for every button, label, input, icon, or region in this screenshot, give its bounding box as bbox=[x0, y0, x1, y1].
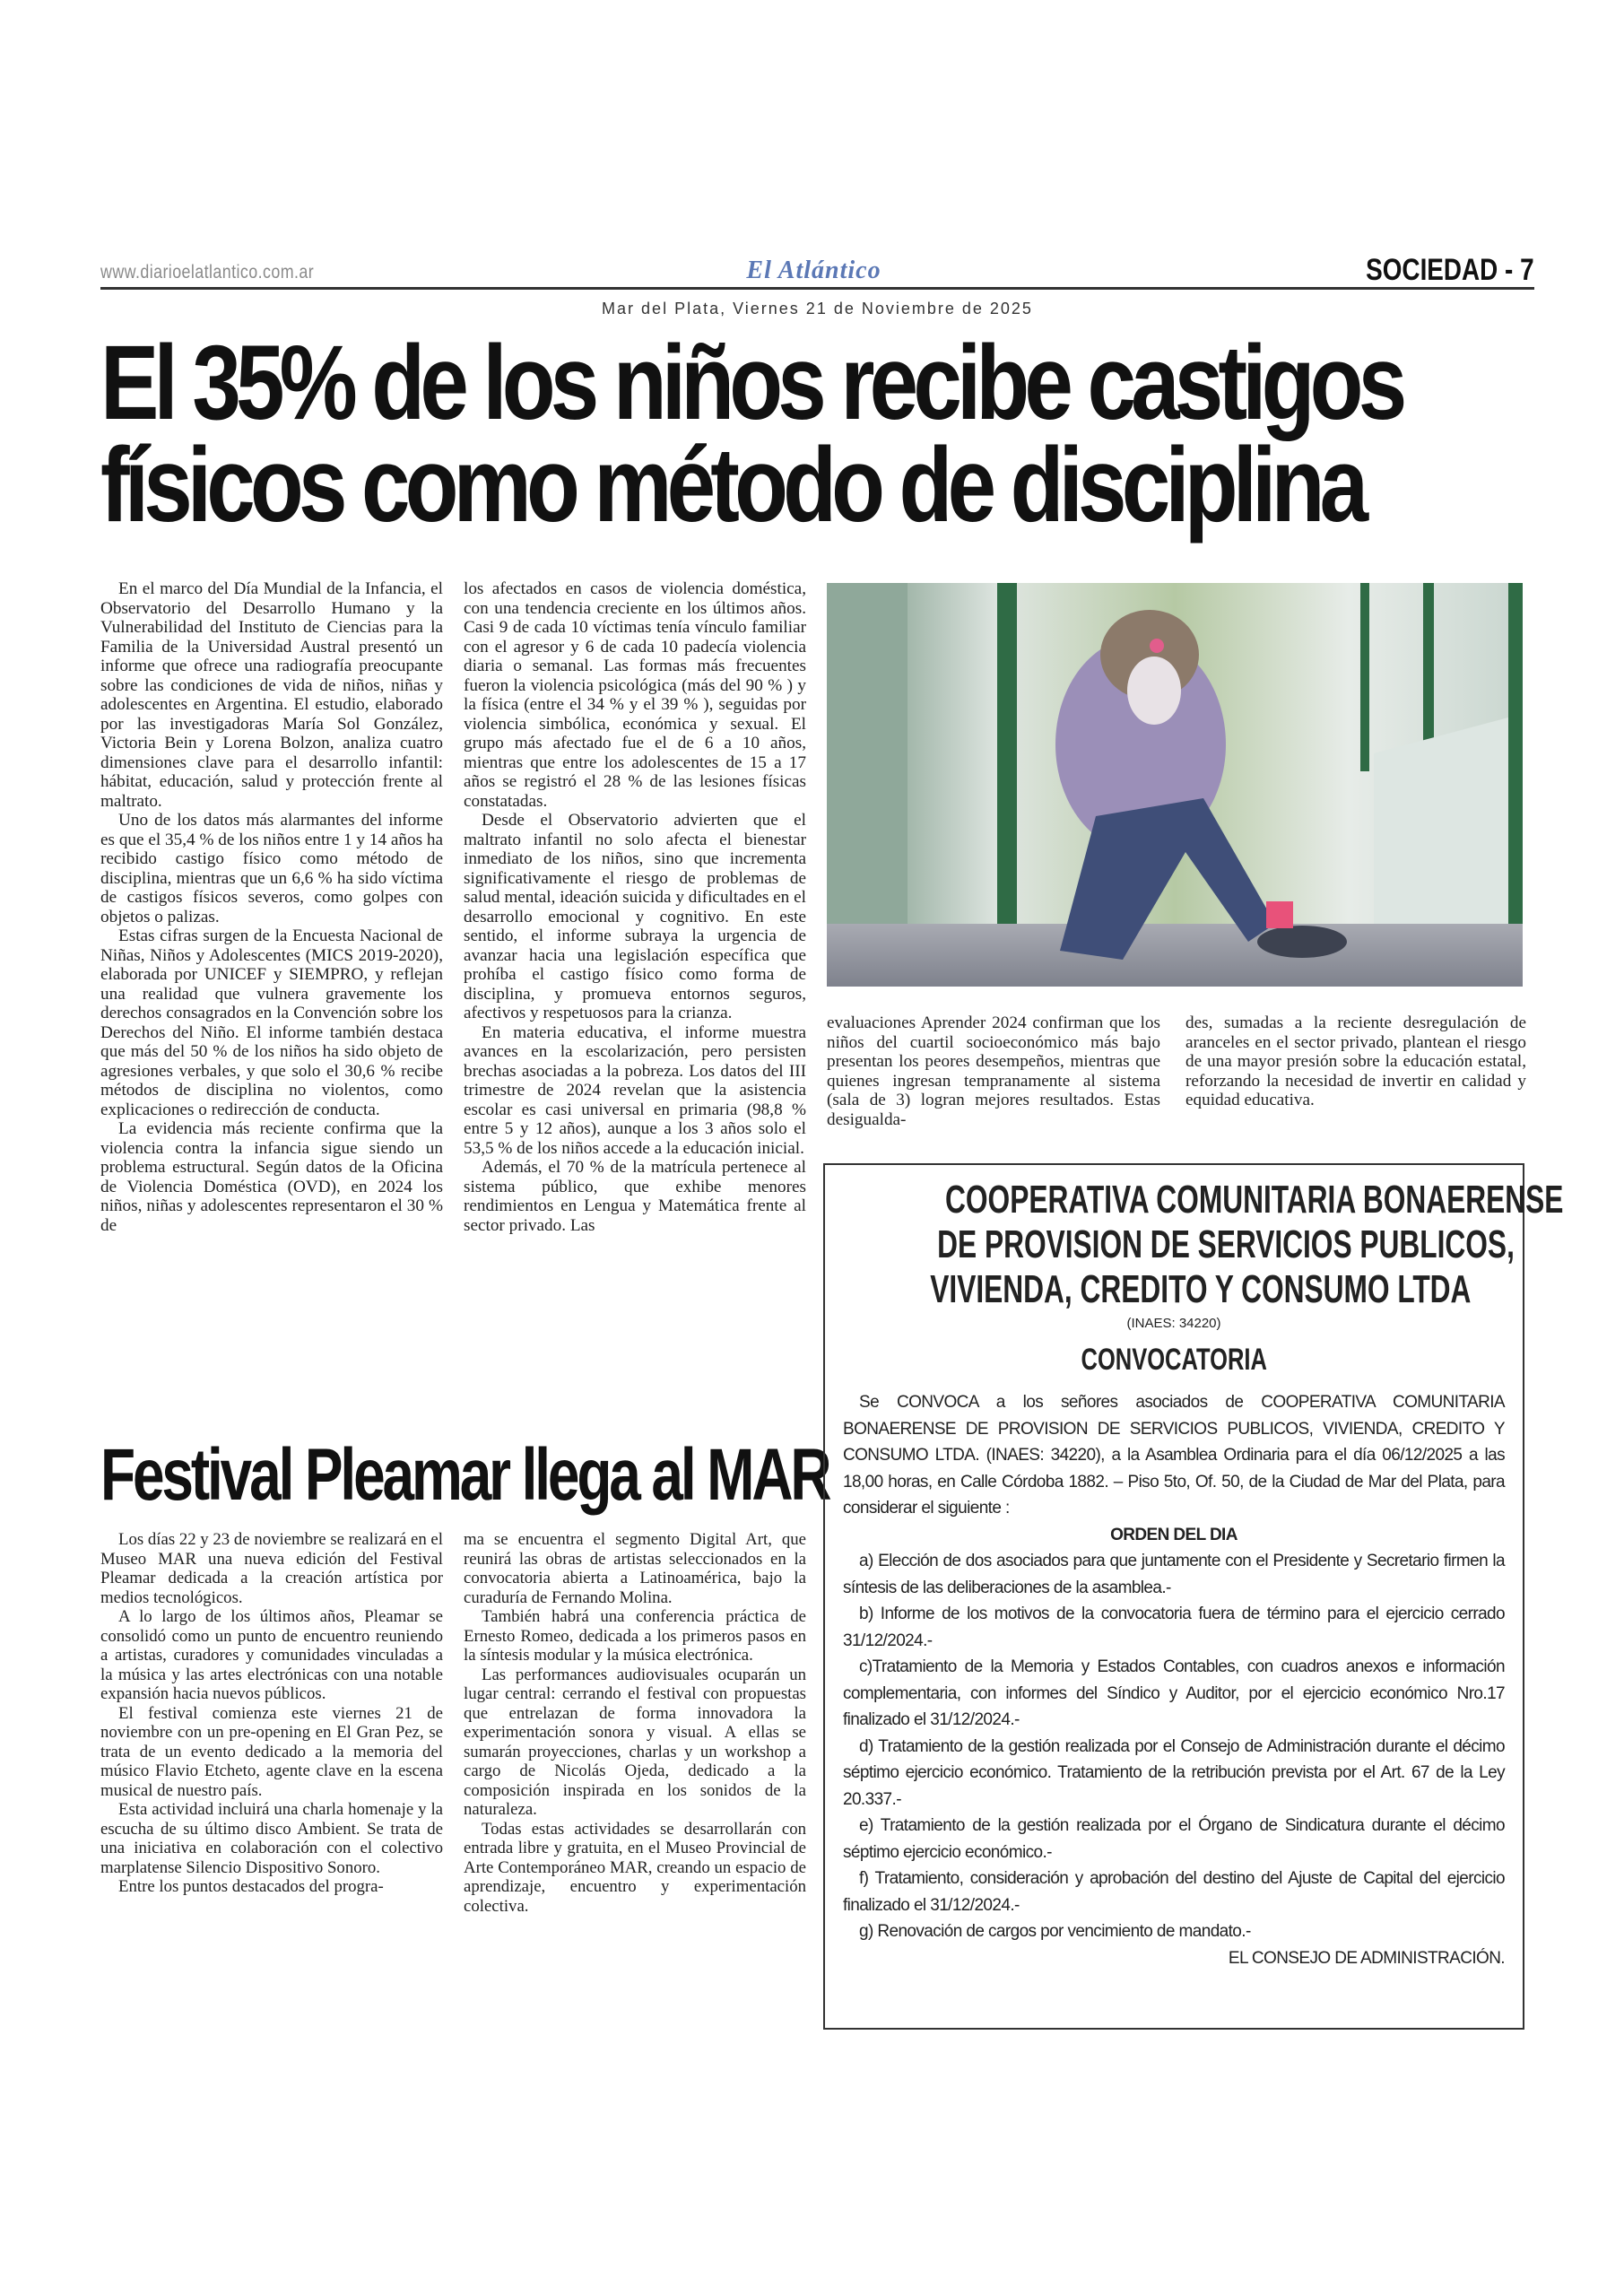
notice-signature: EL CONSEJO DE ADMINISTRACIÓN. bbox=[1228, 1948, 1505, 1968]
paragraph: Entre los puntos destacados del progra- bbox=[118, 1877, 384, 1896]
paragraph: Todas estas actividades se desarrollarán con entrada libre y gratuita, en el Museo Provincial de Arte Contemporáneo MAR, creando un espacio de aprendizaje, encuentro y experimentación colectiva. bbox=[464, 1819, 806, 1916]
child-photo-illustration bbox=[827, 583, 1523, 987]
festival-column-1 bbox=[100, 1530, 443, 1897]
notice-intro: Se CONVOCA a los señores asociados de COOPERATIVA COMUNITARIA BONAERENSE DE PROVISION DE SERVICIOS PUBLICOS, VIVIENDA, CREDITO Y CONSUMO LTDA. (INAES: 34220), a la Asamblea Ordinaria para el día 06/12/2025 a las 18,00 horas, en Calle Córdoba 1882. – Piso 5to, Of. 50, de la Ciudad de Mar del Plata, para considerar el siguiente : bbox=[843, 1393, 1505, 1518]
paragraph: Desde el Observatorio advierten que el maltrato infantil no solo afecta el bienestar inmediato de los niños, sino que incrementa significativamente el riesgo de problemas de salud mental, ideación suicida y dificultades en el desarrollo emocional y cognitivo. En este sentido, el informe subraya la urgencia de avanzar hacia una legislación específica que prohíba el castigo físico como forma de disciplina, y promueva entornos seguros, afectivos y respetuosos para la crianza. bbox=[464, 811, 806, 1022]
notice-title bbox=[825, 1178, 1564, 1312]
order-item: c)Tratamiento de la Memoria y Estados Contables, con cuadros anexos e información complementaria, con informes del Síndico y Auditor, por el ejercicio económico Nro.17 finalizado el 31/12/2024.- bbox=[843, 1657, 1505, 1729]
paragraph: La evidencia más reciente confirma que la violencia contra la infancia sigue siendo un problema estructural. Según datos de la Oficina de Violencia Doméstica (OVD), en 2024 los niños, niñas y adolescentes representaron el 30 % de bbox=[100, 1119, 443, 1235]
article-column-2 bbox=[464, 579, 806, 1235]
paragraph: des, sumadas a la reciente desregulación de aranceles en el sector privado, plantean el riesgo de una mayor presión sobre la educación estatal, reforzando la necesidad de invertir en calidad y equidad educativa. bbox=[1185, 1013, 1526, 1109]
order-heading: ORDEN DEL DIA bbox=[1110, 1525, 1238, 1544]
main-headline bbox=[100, 324, 1403, 544]
notice-title-line: VIVIENDA, CREDITO Y CONSUMO LTDA bbox=[930, 1267, 1472, 1311]
paragraph: El festival comienza este viernes 21 de noviembre con un pre-opening en El Gran Pez, se trata de un evento dedicado a la memoria del músico Flavio Etcheto, agente clave en la escena musical de nuestro país. bbox=[100, 1703, 443, 1800]
order-item: e) Tratamiento de la gestión realizada por el Órgano de Sindicatura durante el décimo séptimo ejercicio económico.- bbox=[843, 1816, 1505, 1862]
notice-heading bbox=[825, 1343, 1523, 1378]
paragraph: En materia educativa, el informe muestra avances en la escolarización, pero persisten brechas asociadas a la pobreza. Los datos del III trimestre de 2024 revelan que la asistencia escolar es casi universal en primaria (98,8 % entre 5 y 12 años), aunque a los 3 años solo el 53,5 % de los niños accede a la educación inicial. bbox=[464, 1022, 806, 1158]
newspaper-logo: El Atlántico bbox=[746, 257, 881, 284]
order-item: g) Renovación de cargos por vencimiento de mandato.- bbox=[859, 1922, 1251, 1941]
notice-title-line: COOPERATIVA COMUNITARIA BONAERENSE bbox=[945, 1178, 1564, 1222]
order-item: b) Informe de los motivos de la convocatoria fuera de término para el ejercicio cerrado 31/12/2024.- bbox=[843, 1605, 1505, 1650]
paragraph: En el marco del Día Mundial de la Infancia, el Observatorio del Desarrollo Humano y la Vulnerabilidad del Instituto de Ciencias para la Familia de la Universidad Austral presentó un informe que ofrece una radiografía preocupante sobre las condiciones de vida de niños, niñas y adolescentes en Argentina. El estudio, elaborado por las investigadoras María Sol González, Victoria Bein y Lorena Bolzon, analiza cuatro dimensiones clave para el desarrollo infantil: hábitat, educación, salud y protección frente al maltrato. bbox=[100, 579, 443, 811]
festival-headline: Festival Pleamar llega al MAR bbox=[100, 1434, 829, 1516]
article-column-3 bbox=[827, 1013, 1160, 1129]
paragraph: ma se encuentra el segmento Digital Art, que reunirá las obras de artistas seleccionados en la convocatoria abierta a Latinoamérica, bajo la curaduría de Fernando Molina. bbox=[464, 1530, 806, 1607]
festival-column-2 bbox=[464, 1530, 806, 1916]
article-column-1 bbox=[100, 579, 443, 1235]
paragraph: Estas cifras surgen de la Encuesta Nacional de Niñas, Niños y Adolescentes (MICS 2019-2020), elaborada por UNICEF y SIEMPRO, y reflejan una realidad que vulnera gravemente los derechos consagrados en la Convención sobre los Derechos del Niño. El informe también destaca que más del 50 % de los niños ha sido objeto de agresiones verbales, y que solo el 30,6 % recibe métodos de disciplina no violentos, como explicaciones o redirección de conducta. bbox=[100, 926, 443, 1119]
notice-body bbox=[843, 1389, 1505, 1971]
site-url: www.diarioelatlantico.com.ar bbox=[100, 262, 315, 283]
headline-line-1: El 35% de los niños recibe castigos bbox=[100, 324, 1403, 442]
paragraph: También habrá una conferencia práctica de Ernesto Romeo, dedicada a los primeros pasos en la síntesis modular y la música electrónica. bbox=[464, 1607, 806, 1665]
dateline: Mar del Plata, Viernes 21 de Noviembre de 2025 bbox=[602, 300, 1033, 317]
paragraph: Esta actividad incluirá una charla homenaje y la escucha de su último disco Ambient. Se trata de una iniciativa en colaboración con el colectivo marplatense Silencio Dispositivo Sonoro. bbox=[100, 1800, 443, 1877]
order-item: f) Tratamiento, consideración y aprobación del destino del Ajuste de Capital del ejercicio finalizado el 31/12/2024.- bbox=[843, 1869, 1505, 1915]
article-column-4 bbox=[1185, 1013, 1526, 1110]
header-rule bbox=[100, 287, 1534, 290]
article-photo bbox=[827, 583, 1523, 987]
order-item: a) Elección de dos asociados para que juntamente con el Presidente y Secretario firmen la síntesis de las deliberaciones de la asamblea.- bbox=[843, 1552, 1505, 1597]
notice-title-line: DE PROVISION DE SERVICIOS PUBLICOS, bbox=[937, 1222, 1515, 1266]
paragraph: los afectados en casos de violencia doméstica, con una tendencia creciente en los últimos años. Casi 9 de cada 10 víctimas tenía vínculo familiar con el agresor y 6 de cada 10 padecía violencia diaria o semanal. Las formas más frecuentes fueron la violencia psicológica (más del 90 % ) y la física (entre el 34 % y el 39 % ), seguidas por violencia simbólica, económica y sexual. El grupo más afectado fue el de 6 a 10 años, mientras que entre los adolescentes de 15 a 17 años se registró el 28 % de las lesiones físicas constatadas. bbox=[464, 579, 806, 811]
paragraph: Los días 22 y 23 de noviembre se realizará en el Museo MAR una nueva edición del Festival Pleamar dedicada a la creación artística por medios tecnológicos. bbox=[100, 1530, 443, 1607]
cooperative-notice bbox=[823, 1163, 1564, 2030]
notice-inaes: (INAES: 34220) bbox=[1126, 1316, 1221, 1331]
headline-line-2: físicos como método de disciplina bbox=[100, 426, 1364, 544]
section-label: SOCIEDAD - 7 bbox=[1366, 253, 1534, 287]
order-item: d) Tratamiento de la gestión realizada por el Consejo de Administración durante el décimo séptimo ejercicio económico. Tratamiento de la retribución prevista por el Art. 67 de la Ley 20.337.- bbox=[843, 1736, 1505, 1809]
paragraph: evaluaciones Aprender 2024 confirman que los niños del cuartil socioeconómico más bajo presentan los peores desempeños, mientras que quienes ingresan tempranamente al sistema (sala de 3) logran mejores resultados. Estas desigualda- bbox=[827, 1013, 1160, 1129]
notice-heading-text: CONVOCATORIA bbox=[1081, 1343, 1267, 1377]
paragraph: Además, el 70 % de la matrícula pertenece al sistema público, que exhibe menores rendimientos en Lengua y Matemática frente al sector privado. Las bbox=[464, 1158, 806, 1235]
paragraph: Las performances audiovisuales ocuparán un lugar central: cerrando el festival con propuestas que entrelazan de forma innovadora la experimentación sonora y visual. A ellas se sumarán proyecciones, charlas y un workshop a cargo de Nicolás Ojeda, dedicado a la composición inspirada en los sonidos de la naturaleza. bbox=[464, 1665, 806, 1819]
paragraph: A lo largo de los últimos años, Pleamar se consolidó como un punto de encuentro reuniendo a artistas, curadores y comunidades vinculadas a la música y las artes electrónicas con una notable expansión hacia nuevos públicos. bbox=[100, 1607, 443, 1703]
paragraph: Uno de los datos más alarmantes del informe es que el 35,4 % de los niños entre 1 y 14 años ha recibido castigo físico como método de disciplina, mientras que un 6,6 % ha sido víctima de castigos físicos severos, como golpes con objetos o palizas. bbox=[100, 811, 443, 926]
